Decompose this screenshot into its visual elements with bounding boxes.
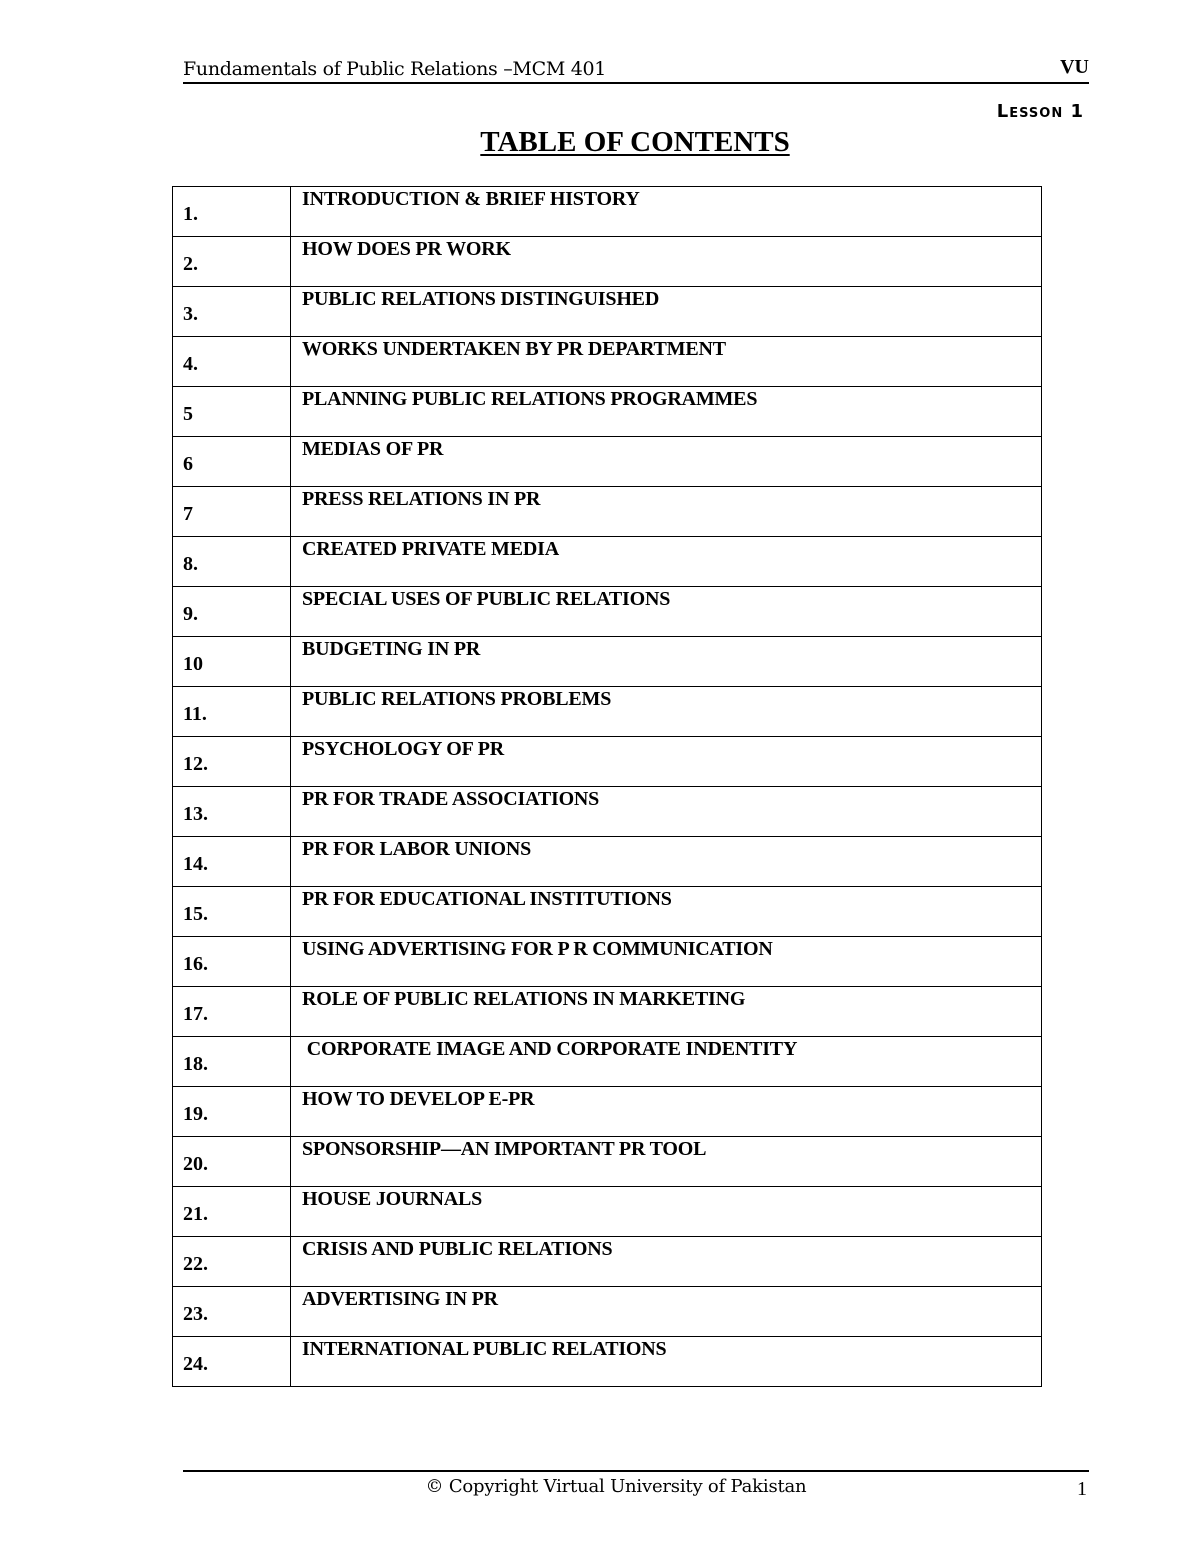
table-row (173, 737, 1042, 787)
toc-number: 14. (173, 837, 291, 887)
toc-topic: PR FOR LABOR UNIONS (291, 837, 1042, 887)
table-row (173, 787, 1042, 837)
lesson-label: Lesson 1 (996, 101, 1084, 122)
toc-topic: HOUSE JOURNALS (291, 1187, 1042, 1237)
table-row (173, 987, 1042, 1037)
toc-topic: HOW DOES PR WORK (291, 237, 1042, 287)
toc-number: 9. (173, 587, 291, 637)
page-title: TABLE OF CONTENTS (480, 126, 790, 158)
toc-topic: SPECIAL USES OF PUBLIC RELATIONS (291, 587, 1042, 637)
toc-number: 7 (173, 487, 291, 537)
toc-topic: PUBLIC RELATIONS PROBLEMS (291, 687, 1042, 737)
table-row (173, 187, 1042, 237)
toc-number: 6 (173, 437, 291, 487)
toc-topic: PUBLIC RELATIONS DISTINGUISHED (291, 287, 1042, 337)
toc-number: 19. (173, 1087, 291, 1137)
table-row (173, 1287, 1042, 1337)
toc-topic: SPONSORSHIP—AN IMPORTANT PR TOOL (291, 1137, 1042, 1187)
toc-topic: CREATED PRIVATE MEDIA (291, 537, 1042, 587)
toc-topic: PSYCHOLOGY OF PR (291, 737, 1042, 787)
toc-number: 21. (173, 1187, 291, 1237)
table-row (173, 537, 1042, 587)
toc-topic: PR FOR EDUCATIONAL INSTITUTIONS (291, 887, 1042, 937)
toc-body (173, 187, 1042, 1387)
toc-topic: ROLE OF PUBLIC RELATIONS IN MARKETING (291, 987, 1042, 1037)
table-row (173, 587, 1042, 637)
table-row (173, 337, 1042, 387)
table-row (173, 1237, 1042, 1287)
toc-topic: ADVERTISING IN PR (291, 1287, 1042, 1337)
toc-number: 1. (173, 187, 291, 237)
table-row (173, 1187, 1042, 1237)
toc-topic: CORPORATE IMAGE AND CORPORATE INDENTITY (291, 1037, 1042, 1087)
toc-number: 15. (173, 887, 291, 937)
copyright-notice: © Copyright Virtual University of Pakistan (425, 1476, 807, 1497)
toc-topic: PRESS RELATIONS IN PR (291, 487, 1042, 537)
table-row (173, 1137, 1042, 1187)
toc-number: 24. (173, 1337, 291, 1387)
toc-topic: BUDGETING IN PR (291, 637, 1042, 687)
toc-number: 11. (173, 687, 291, 737)
toc-topic: PLANNING PUBLIC RELATIONS PROGRAMMES (291, 387, 1042, 437)
table-of-contents (172, 186, 1042, 1387)
page-footer (183, 1470, 1089, 1502)
toc-number: 13. (173, 787, 291, 837)
table-row (173, 837, 1042, 887)
table-row (173, 387, 1042, 437)
table-row (173, 487, 1042, 537)
toc-number: 5 (173, 387, 291, 437)
toc-topic: HOW TO DEVELOP E-PR (291, 1087, 1042, 1137)
toc-number: 16. (173, 937, 291, 987)
toc-topic: WORKS UNDERTAKEN BY PR DEPARTMENT (291, 337, 1042, 387)
toc-number: 3. (173, 287, 291, 337)
toc-number: 10 (173, 637, 291, 687)
page-header (183, 56, 1089, 84)
toc-topic: USING ADVERTISING FOR P R COMMUNICATION (291, 937, 1042, 987)
institution-abbrev: VU (1060, 56, 1089, 78)
table-row (173, 937, 1042, 987)
table-row (173, 1337, 1042, 1387)
toc-number: 22. (173, 1237, 291, 1287)
table-row (173, 437, 1042, 487)
toc-topic: MEDIAS OF PR (291, 437, 1042, 487)
toc-topic: INTRODUCTION & BRIEF HISTORY (291, 187, 1042, 237)
table-row (173, 237, 1042, 287)
toc-topic: INTERNATIONAL PUBLIC RELATIONS (291, 1337, 1042, 1387)
table-row (173, 687, 1042, 737)
toc-number: 17. (173, 987, 291, 1037)
toc-number: 4. (173, 337, 291, 387)
table-row (173, 637, 1042, 687)
toc-number: 23. (173, 1287, 291, 1337)
table-row (173, 887, 1042, 937)
table-row (173, 1087, 1042, 1137)
toc-topic: CRISIS AND PUBLIC RELATIONS (291, 1237, 1042, 1287)
toc-number: 2. (173, 237, 291, 287)
toc-number: 20. (173, 1137, 291, 1187)
course-title: Fundamentals of Public Relations –MCM 401 (183, 58, 607, 80)
toc-number: 18. (173, 1037, 291, 1087)
table-row (173, 1037, 1042, 1087)
page-number: 1 (1077, 1478, 1087, 1500)
toc-number: 8. (173, 537, 291, 587)
table-row (173, 287, 1042, 337)
toc-topic: PR FOR TRADE ASSOCIATIONS (291, 787, 1042, 837)
toc-number: 12. (173, 737, 291, 787)
